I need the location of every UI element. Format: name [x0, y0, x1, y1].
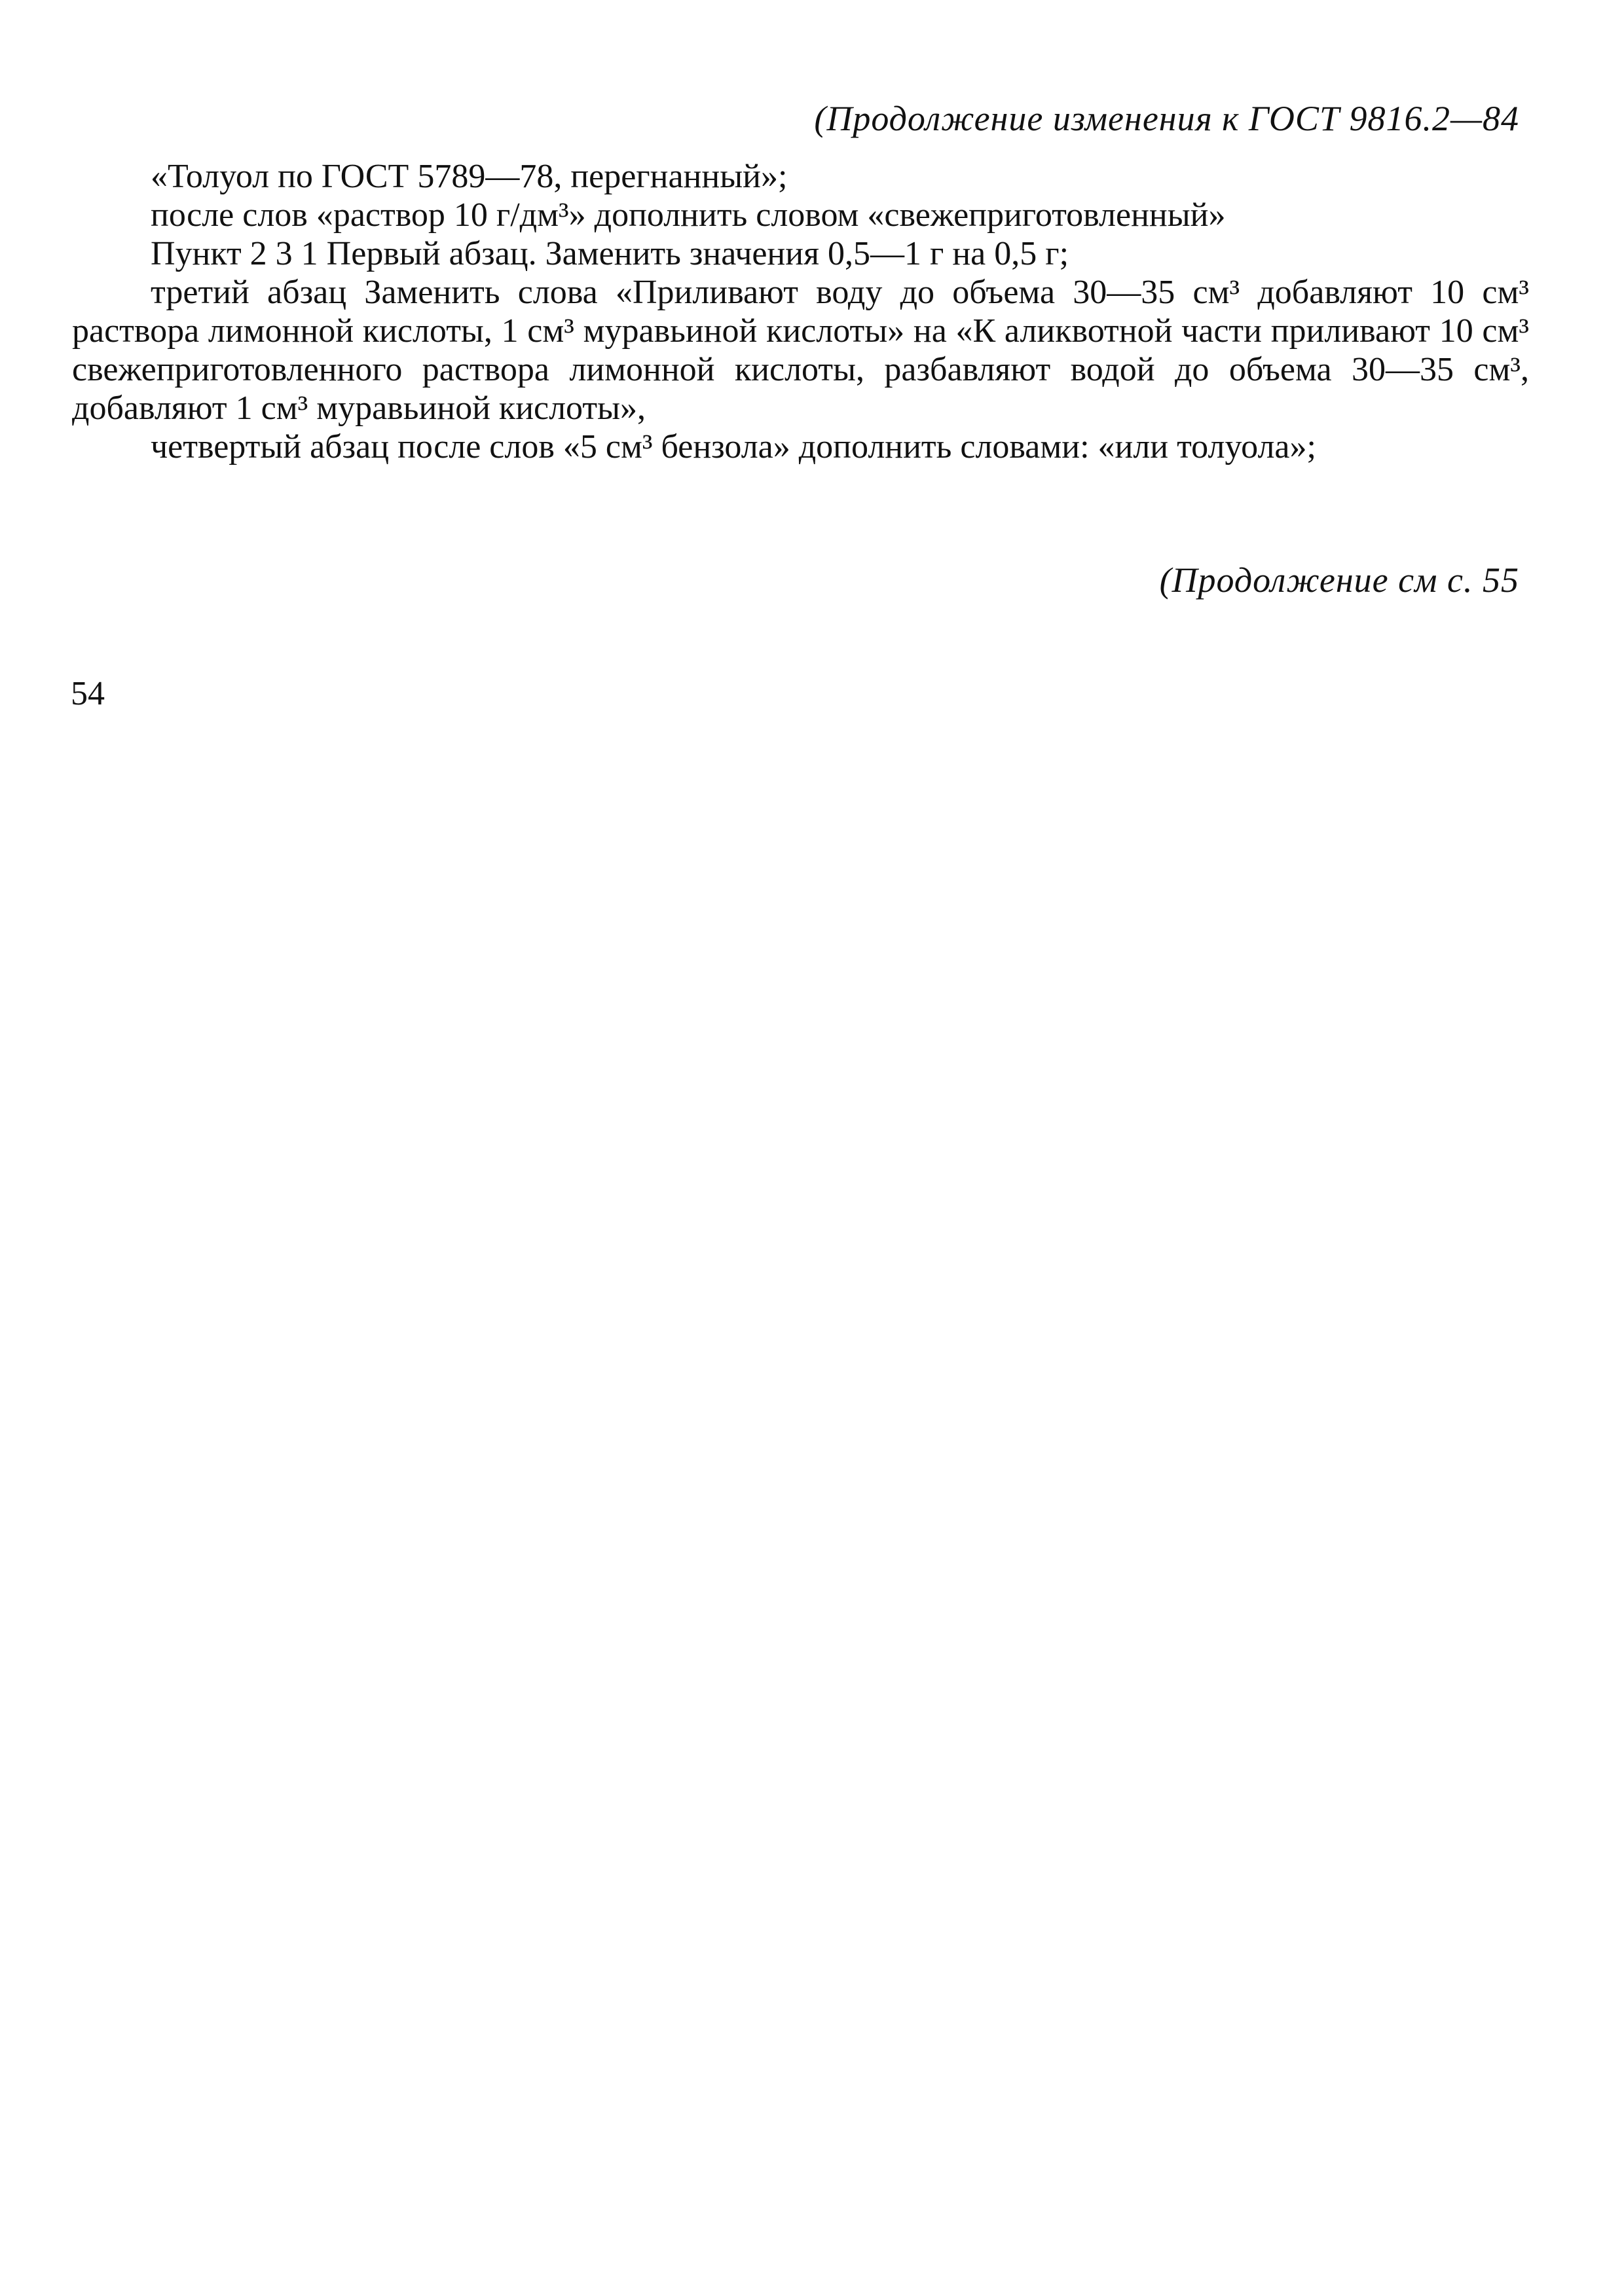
- paragraph: третий абзац Заменить слова «Приливают воду до объема 30—35 см³ добавляют 10 см³ раствора лимонной кислоты, 1 см³ муравьиной кислоты» на «К аликвотной части приливают 10 см³ свежеприготовленного раствора лимонной кислоты, разбавляют водой до объема 30—35 см³, добавляют 1 см³ муравьиной кислоты»,: [72, 274, 1529, 427]
- document-body: [72, 157, 1529, 466]
- continuation-note: (Продолжение см с. 55: [1159, 560, 1519, 600]
- page-number: 54: [71, 675, 105, 712]
- paragraph: Пункт 2 3 1 Первый абзац. Заменить значения 0,5—1 г на 0,5 г;: [151, 235, 1069, 272]
- paragraph: «Толуол по ГОСТ 5789—78, перегнанный»;: [151, 158, 788, 195]
- page-header: (Продолжение изменения к ГОСТ 9816.2—84: [814, 99, 1519, 138]
- paragraph: после слов «раствор 10 г/дм³» дополнить словом «свежеприготовленный»: [151, 196, 1226, 234]
- paragraph: четвертый абзац после слов «5 см³ бензола» дополнить словами: «или толуола»;: [151, 428, 1316, 465]
